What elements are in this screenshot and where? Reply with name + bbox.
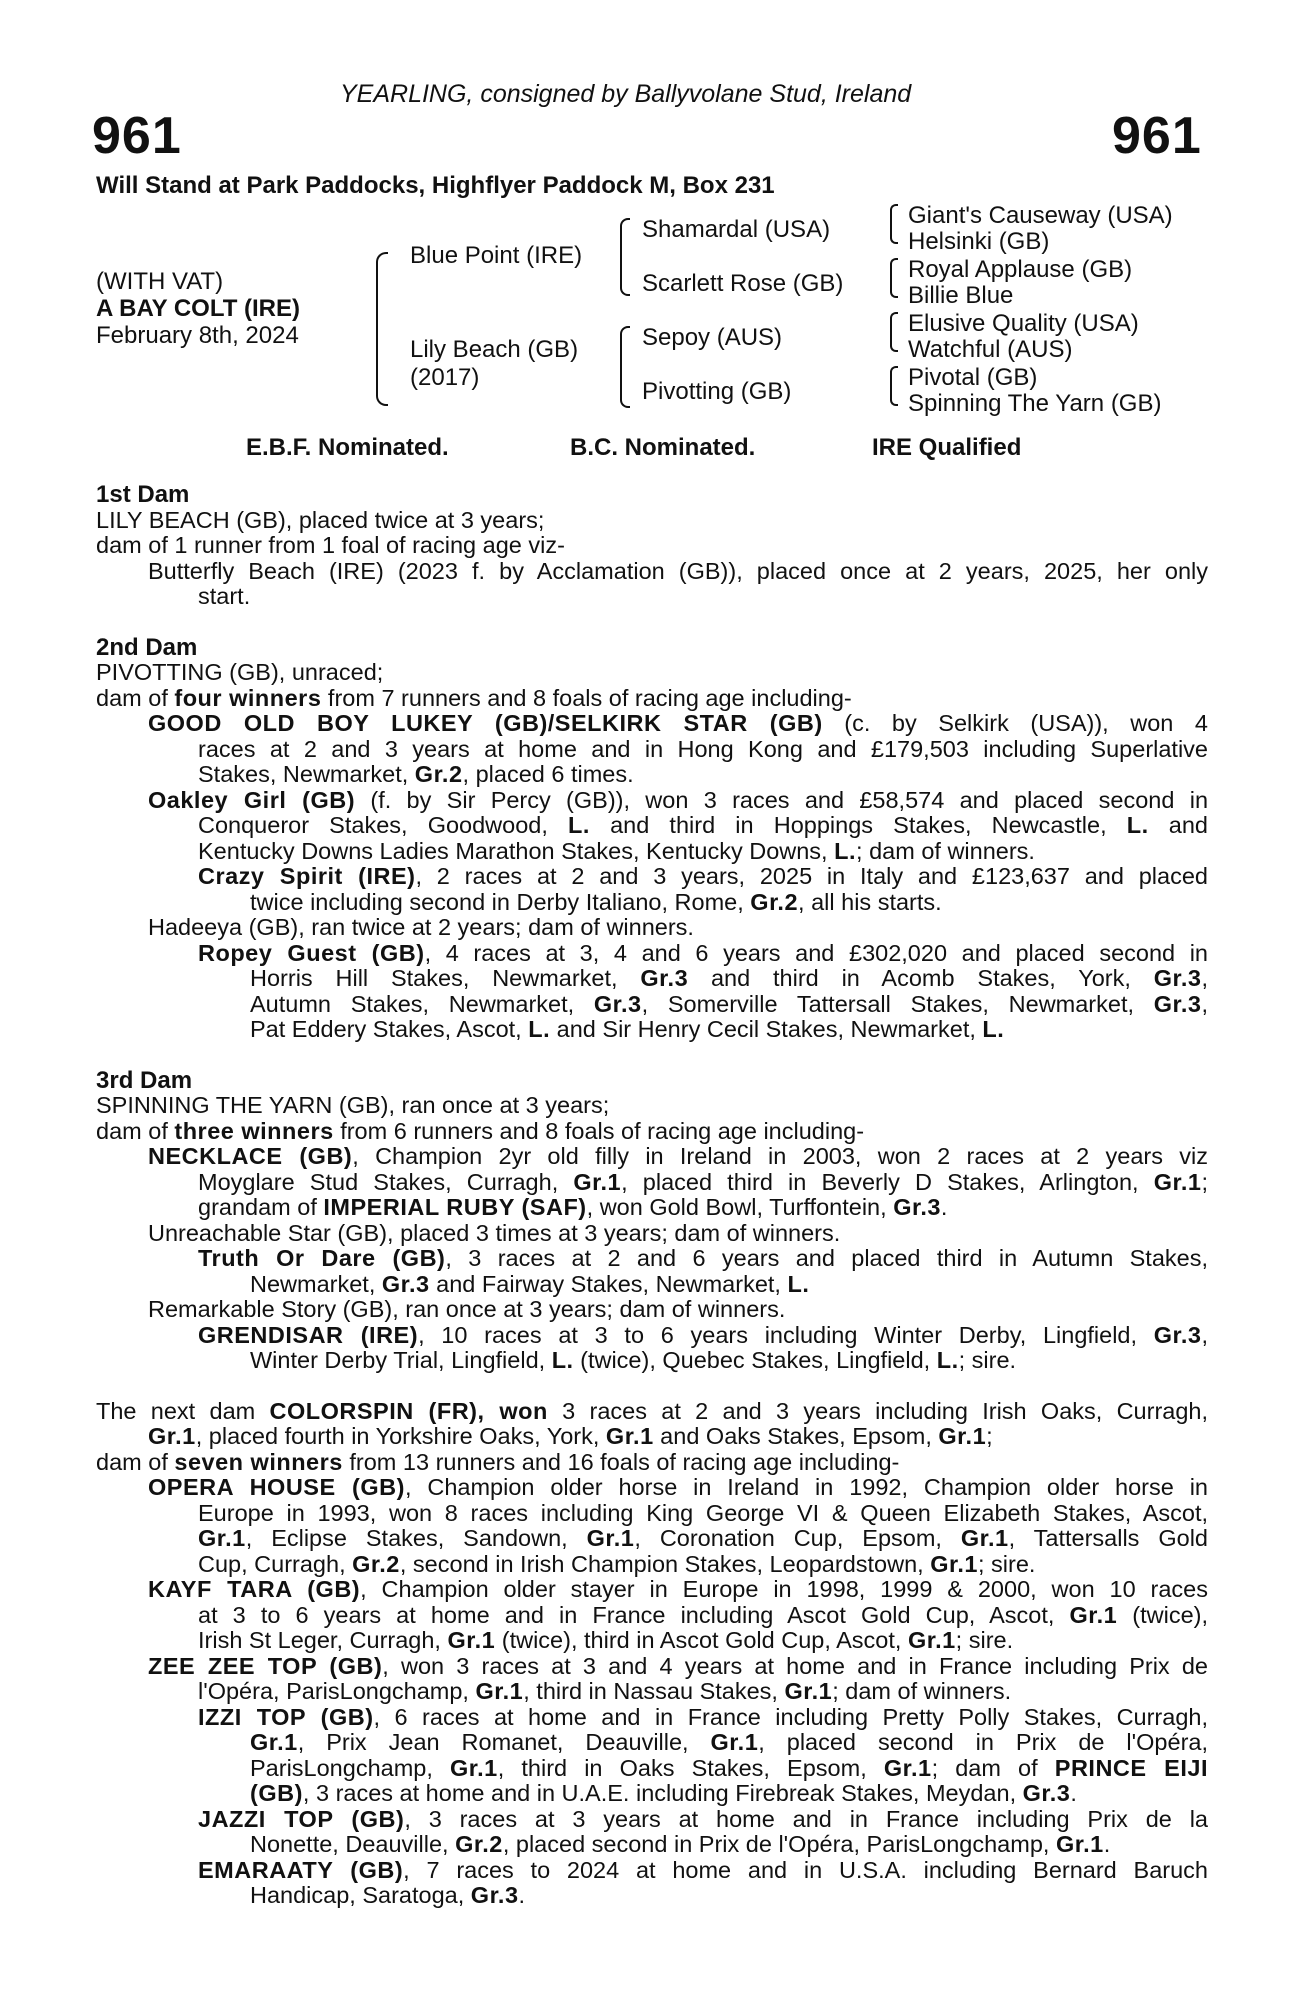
- entry-cont: ParisLongchamp, Gr.1, third in Oaks Stakes, Epsom, Gr.1; dam of PRINCE EIJI: [250, 1754, 1208, 1781]
- pedigree-sss: Giant's Causeway (USA): [908, 202, 1173, 229]
- entry-cont: at 3 to 6 years at home and in France including Ascot Gold Cup, Ascot, Gr.1 (twice),: [198, 1601, 1208, 1628]
- ebf-nomination: E.B.F. Nominated.: [246, 434, 449, 461]
- horse-name: A BAY COLT (IRE): [96, 295, 301, 322]
- entry-good-old-boy-lukey: GOOD OLD BOY LUKEY (GB)/SELKIRK STAR (GB) (c. by Selkirk (USA)), won 4: [148, 710, 1208, 736]
- entry-cont: Kentucky Downs Ladies Marathon Stakes, Kentucky Downs, L.; dam of winners.: [198, 837, 1035, 864]
- third-dam-produce-intro: dam of three winners from 6 runners and 8 foals of racing age including-: [96, 1117, 865, 1144]
- entry-cont: Conqueror Stakes, Goodwood, L. and third in Hoppings Stakes, Newcastle, L. and: [198, 812, 1208, 838]
- first-dam-foal: Butterfly Beach (IRE) (2023 f. by Acclamation (GB)), placed once at 2 years, 2025, her only: [148, 557, 1208, 584]
- second-dam-title: 2nd Dam: [96, 633, 198, 661]
- pedigree-ddd: Spinning The Yarn (GB): [908, 390, 1162, 417]
- entry-cont: Nonette, Deauville, Gr.2, placed second in Prix de l'Opéra, ParisLongchamp, Gr.1.: [250, 1831, 1111, 1857]
- entry-izzi-top: IZZI TOP (GB), 6 races at home and in France including Pretty Polly Stakes, Curragh,: [198, 1703, 1208, 1730]
- third-dam-line: SPINNING THE YARN (GB), ran once at 3 years;: [96, 1092, 610, 1118]
- entry-unreachable-star: Unreachable Star (GB), placed 3 times at 3 years; dam of winners.: [148, 1219, 841, 1246]
- second-dam-line: PIVOTTING (GB), unraced;: [96, 659, 384, 685]
- pedigree-ssd: Helsinki (GB): [908, 228, 1050, 255]
- consignment-line: YEARLING, consigned by Ballyvolane Stud, Ireland: [340, 80, 912, 108]
- lot-number-right: 961: [1112, 107, 1202, 165]
- entry-cont: Gr.1, Prix Jean Romanet, Deauville, Gr.1, placed second in Prix de l'Opéra,: [250, 1729, 1208, 1755]
- pedigree-sire-sire: Shamardal (USA): [642, 216, 831, 243]
- second-dam-produce-intro: dam of four winners from 7 runners and 8 foals of racing age including-: [96, 684, 852, 711]
- first-dam-foal-cont: start.: [198, 583, 251, 609]
- third-dam-title: 3rd Dam: [96, 1066, 193, 1094]
- entry-cont: Winter Derby Trial, Lingfield, L. (twice), Quebec Stakes, Lingfield, L.; sire.: [250, 1347, 1017, 1373]
- dam-details: [96, 482, 1208, 1909]
- first-dam-title: 1st Dam: [96, 481, 190, 508]
- first-dam-produce-intro: dam of 1 runner from 1 foal of racing age viz-: [96, 532, 565, 558]
- pedigree-dsd: Watchful (AUS): [908, 336, 1073, 363]
- entry-hadeeya: Hadeeya (GB), ran twice at 2 years; dam of winners.: [148, 914, 694, 940]
- pedigree-sds: Royal Applause (GB): [908, 256, 1133, 283]
- horse-dob: February 8th, 2024: [96, 322, 299, 349]
- entry-cont: grandam of IMPERIAL RUBY (SAF), won Gold Bowl, Turffontein, Gr.3.: [198, 1194, 948, 1220]
- next-dam-produce-intro: dam of seven winners from 13 runners and 16 foals of racing age including-: [96, 1448, 900, 1475]
- pedigree-brace-gen1: [376, 252, 388, 406]
- entry-necklace: NECKLACE (GB), Champion 2yr old filly in Ireland in 2003, won 2 races at 2 years viz: [148, 1143, 1208, 1169]
- pedigree-brace-ds: [890, 312, 898, 352]
- entry-cont: Pat Eddery Stakes, Ascot, L. and Sir Henry Cecil Stakes, Newmarket, L.: [250, 1016, 1005, 1042]
- entry-grendisar: GRENDISAR (IRE), 10 races at 3 to 6 years including Winter Derby, Lingfield, Gr.3,: [198, 1321, 1208, 1348]
- entry-emaraaty: EMARAATY (GB), 7 races to 2024 at home and in U.S.A. including Bernard Baruch: [198, 1856, 1208, 1883]
- entry-cont: Newmarket, Gr.3 and Fairway Stakes, Newmarket, L.: [250, 1270, 810, 1297]
- entry-cont: Horris Hill Stakes, Newmarket, Gr.3 and third in Acomb Stakes, York, Gr.3,: [250, 965, 1208, 991]
- entry-jazzi-top: JAZZI TOP (GB), 3 races at 3 years at home and in France including Prix de la: [198, 1805, 1208, 1832]
- entry-truth-or-dare: Truth Or Dare (GB), 3 races at 2 and 6 years and placed third in Autumn Stakes,: [198, 1245, 1208, 1271]
- entry-remarkable-story: Remarkable Story (GB), ran once at 3 years; dam of winners.: [148, 1296, 786, 1322]
- entry-cont: Handicap, Saratoga, Gr.3.: [250, 1882, 526, 1908]
- entry-oakley-girl: Oakley Girl (GB) (f. by Sir Percy (GB)), won 3 races and £58,574 and placed second in: [148, 786, 1209, 813]
- entry-cont: Stakes, Newmarket, Gr.2, placed 6 times.: [198, 761, 634, 787]
- next-dam-line: The next dam COLORSPIN (FR), won 3 races at 2 and 3 years including Irish Oaks, Curragh,: [96, 1397, 1209, 1424]
- lot-number-left: 961: [92, 107, 182, 165]
- pedigree-brace-dd: [890, 366, 898, 406]
- pedigree-dam: Lily Beach (GB): [410, 336, 579, 363]
- entry-cont: Irish St Leger, Curragh, Gr.1 (twice), third in Ascot Gold Cup, Ascot, Gr.1; sire.: [198, 1627, 1014, 1653]
- pedigree-sire: Blue Point (IRE): [410, 242, 583, 269]
- pedigree-sdd: Billie Blue: [908, 282, 1014, 309]
- entry-cont: (GB), 3 races at home and in U.A.E. including Firebreak Stakes, Meydan, Gr.3.: [250, 1780, 1077, 1806]
- entry-cont: Cup, Curragh, Gr.2, second in Irish Champion Stakes, Leopardstown, Gr.1; sire.: [198, 1550, 1036, 1577]
- pedigree-brace-dam: [620, 326, 630, 408]
- entry-ropey-guest: Ropey Guest (GB), 4 races at 3, 4 and 6 years and £302,020 and placed second in: [198, 939, 1208, 966]
- ire-qualified: IRE Qualified: [872, 434, 1022, 461]
- pedigree-dam-dam: Pivotting (GB): [642, 378, 792, 405]
- entry-crazy-spirit: Crazy Spirit (IRE), 2 races at 2 and 3 years, 2025 in Italy and £123,637 and placed: [198, 863, 1208, 889]
- pedigree-sire-dam: Scarlett Rose (GB): [642, 270, 844, 297]
- bc-nomination: B.C. Nominated.: [570, 434, 756, 461]
- location-line: Will Stand at Park Paddocks, Highflyer Paddock M, Box 231: [96, 172, 775, 199]
- vat-label: (WITH VAT): [96, 268, 224, 295]
- pedigree-dam-sire: Sepoy (AUS): [642, 324, 783, 351]
- first-dam-line: LILY BEACH (GB), placed twice at 3 years;: [96, 506, 545, 533]
- pedigree-dam-year: (2017): [410, 364, 480, 391]
- entry-cont: Gr.1, placed fourth in Yorkshire Oaks, York, Gr.1 and Oaks Stakes, Epsom, Gr.1;: [148, 1423, 993, 1449]
- entry-opera-house: OPERA HOUSE (GB), Champion older horse in Ireland in 1992, Champion older horse in: [148, 1474, 1208, 1500]
- pedigree-brace-ss: [890, 204, 898, 244]
- entry-cont: Autumn Stakes, Newmarket, Gr.3, Somerville Tattersall Stakes, Newmarket, Gr.3,: [250, 990, 1208, 1017]
- pedigree-brace-sd: [890, 258, 898, 298]
- entry-cont: twice including second in Derby Italiano, Rome, Gr.2, all his starts.: [250, 888, 942, 915]
- entry-kayf-tara: KAYF TARA (GB), Champion older stayer in Europe in 1998, 1999 & 2000, won 10 races: [148, 1576, 1208, 1602]
- pedigree-brace-sire: [620, 218, 630, 296]
- entry-zee-zee-top: ZEE ZEE TOP (GB), won 3 races at 3 and 4 years at home and in France including Prix de: [148, 1652, 1208, 1679]
- pedigree-dds: Pivotal (GB): [908, 364, 1038, 391]
- entry-cont: Europe in 1993, won 8 races including King George VI & Queen Elizabeth Stakes, Ascot,: [198, 1499, 1208, 1526]
- entry-cont: races at 2 and 3 years at home and in Hong Kong and £179,503 including Superlative: [198, 735, 1208, 762]
- entry-cont: Gr.1, Eclipse Stakes, Sandown, Gr.1, Coronation Cup, Epsom, Gr.1, Tattersalls Gold: [198, 1525, 1208, 1551]
- entry-cont: l'Opéra, ParisLongchamp, Gr.1, third in Nassau Stakes, Gr.1; dam of winners.: [198, 1678, 1012, 1704]
- entry-cont: Moyglare Stud Stakes, Curragh, Gr.1, placed third in Beverly D Stakes, Arlington, Gr.1;: [198, 1168, 1208, 1195]
- pedigree-dss: Elusive Quality (USA): [908, 310, 1139, 337]
